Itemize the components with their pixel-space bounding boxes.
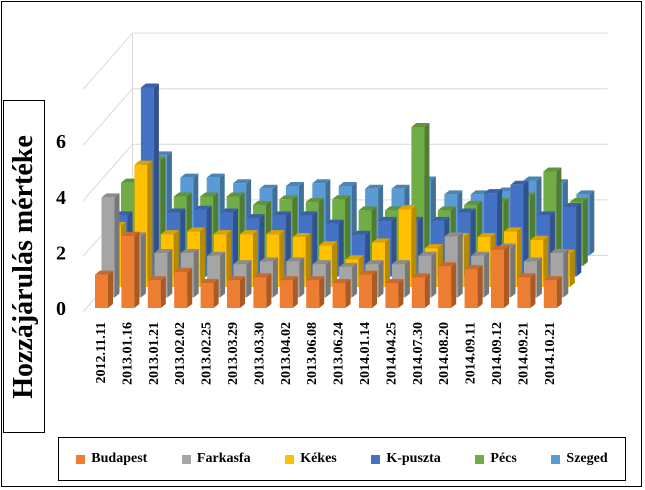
bar-side — [326, 260, 331, 297]
bar-side — [200, 227, 205, 287]
legend-swatch — [182, 455, 191, 464]
bar-front — [306, 280, 319, 308]
bar-budapest — [333, 279, 351, 308]
bar-side — [167, 249, 172, 297]
x-tick-label: 2014.04.25 — [384, 322, 400, 385]
bar-front — [201, 283, 214, 308]
bar-side — [557, 276, 562, 308]
bar-budapest — [491, 246, 509, 308]
bar-budapest — [385, 279, 403, 308]
bar-side — [187, 268, 192, 308]
x-tick-label: 2014.09.21 — [516, 322, 532, 385]
bar-side — [352, 263, 357, 298]
gridline-side — [83, 33, 133, 90]
y-axis-title: Hozzájárulás mértéke — [8, 134, 39, 399]
bar-side — [511, 243, 516, 297]
bar-budapest — [412, 273, 430, 308]
bar-front — [333, 283, 346, 308]
bar-side — [484, 252, 489, 298]
legend-item — [285, 451, 337, 467]
bar-side — [563, 249, 568, 297]
bar-side — [147, 161, 152, 287]
bar-side — [266, 273, 271, 308]
bar-budapest — [280, 276, 298, 308]
bar-front — [491, 250, 504, 308]
bar-budapest — [95, 271, 113, 308]
x-tick-label: 2013.04.02 — [278, 322, 294, 385]
x-tick-label: 2013.03.29 — [226, 322, 241, 385]
legend-item — [76, 451, 147, 467]
bar-front — [385, 283, 398, 308]
bar-side — [451, 262, 456, 308]
bar-side — [583, 198, 588, 266]
bar-front — [280, 280, 293, 308]
legend-swatch — [475, 455, 484, 464]
bar-side — [247, 260, 252, 297]
x-tick-label: 2014.07.30 — [410, 322, 426, 385]
bar-budapest — [121, 232, 139, 308]
bar-side — [424, 123, 429, 266]
bar-side — [345, 195, 350, 266]
bar-side — [405, 260, 410, 297]
legend-label: K-puszta — [386, 451, 441, 466]
legend-item — [182, 451, 251, 467]
x-tick-label: 2014.09.12 — [490, 322, 505, 385]
x-tick-label: 2014.09.11 — [463, 322, 479, 385]
legend — [58, 437, 626, 481]
bar-front — [465, 269, 478, 308]
bar-side — [398, 279, 403, 308]
legend-label: Kékes — [300, 451, 337, 466]
bar-front — [121, 236, 134, 308]
y-axis-title-box — [3, 100, 45, 433]
bar-side — [240, 276, 245, 308]
x-tick-label: 2014.10.21 — [542, 322, 558, 385]
x-tick-label: 2013.01.16 — [120, 322, 136, 385]
x-tick-label: 2013.06.24 — [331, 322, 347, 385]
bar-front — [438, 266, 451, 308]
x-tick-label: 2014.01.14 — [358, 322, 373, 385]
bar-front — [174, 272, 187, 308]
bar-side — [385, 239, 390, 287]
bar-side — [273, 257, 278, 297]
y-tick-label: 4 — [56, 186, 66, 209]
bar-front — [359, 275, 372, 308]
legend-swatch — [76, 455, 85, 464]
gridline-side — [83, 89, 133, 146]
bar-side — [220, 252, 225, 298]
x-tick-label: 2014.08.20 — [437, 322, 453, 385]
bar-budapest — [544, 276, 562, 308]
bar-side — [194, 249, 199, 297]
bar-side — [346, 279, 351, 308]
bar-side — [570, 250, 575, 287]
bar-front — [517, 277, 530, 308]
bar-side — [458, 232, 463, 297]
x-tick-label: 2013.01.21 — [146, 322, 162, 385]
bar-front — [253, 277, 266, 308]
bar-budapest — [174, 268, 192, 308]
y-tick-label: 2 — [56, 242, 66, 265]
bar-budapest — [148, 276, 166, 308]
bar-side — [537, 257, 542, 297]
bar-side — [530, 273, 535, 308]
x-tick-label: 2013.03.30 — [252, 322, 268, 385]
bar-side — [589, 190, 594, 255]
x-tick-label: 2013.02.25 — [199, 322, 215, 385]
bar-budapest — [227, 276, 245, 308]
bar-side — [299, 257, 304, 297]
bar-side — [576, 203, 581, 277]
bar-front — [412, 277, 425, 308]
bar-side — [134, 232, 139, 308]
bar-front — [95, 275, 108, 308]
bar-side — [115, 193, 120, 297]
legend-swatch — [551, 455, 560, 464]
bar-side — [372, 271, 377, 308]
bar-side — [319, 276, 324, 308]
legend-swatch — [285, 455, 294, 464]
y-tick-label: 0 — [56, 298, 66, 320]
bar-budapest — [201, 279, 219, 308]
bar-side — [379, 260, 384, 297]
bar-side — [214, 279, 219, 308]
bar-budapest — [253, 273, 271, 308]
legend-item — [371, 451, 440, 467]
bar-budapest — [465, 265, 483, 308]
y-tick-label: 6 — [56, 131, 66, 154]
legend-item — [551, 451, 607, 467]
legend-item — [475, 451, 516, 467]
bar-side — [478, 265, 483, 308]
bar-budapest — [517, 273, 535, 308]
bar-side — [504, 246, 509, 308]
bars — [95, 83, 594, 308]
legend-label: Budapest — [91, 451, 148, 466]
bar-budapest — [359, 271, 377, 308]
legend-swatch — [371, 455, 380, 464]
bar-front — [544, 280, 557, 308]
bar-side — [293, 276, 298, 308]
bar-side — [425, 273, 430, 308]
bar-front — [148, 280, 161, 308]
bar-budapest — [438, 262, 456, 308]
legend-label: Szeged — [566, 451, 608, 466]
bar-side — [108, 271, 113, 308]
bar-side — [154, 83, 159, 276]
bar-side — [431, 252, 436, 298]
bar-budapest — [306, 276, 324, 308]
x-tick-label: 2013.06.08 — [305, 322, 321, 385]
x-tick-label: 2012.11.11 — [94, 322, 109, 384]
bar-side — [161, 276, 166, 308]
x-tick-label: 2013.02.02 — [173, 322, 189, 385]
legend-label: Farkasfa — [196, 451, 251, 466]
bar-side — [141, 232, 146, 297]
bar-front — [227, 280, 240, 308]
legend-label: Pécs — [490, 451, 517, 466]
